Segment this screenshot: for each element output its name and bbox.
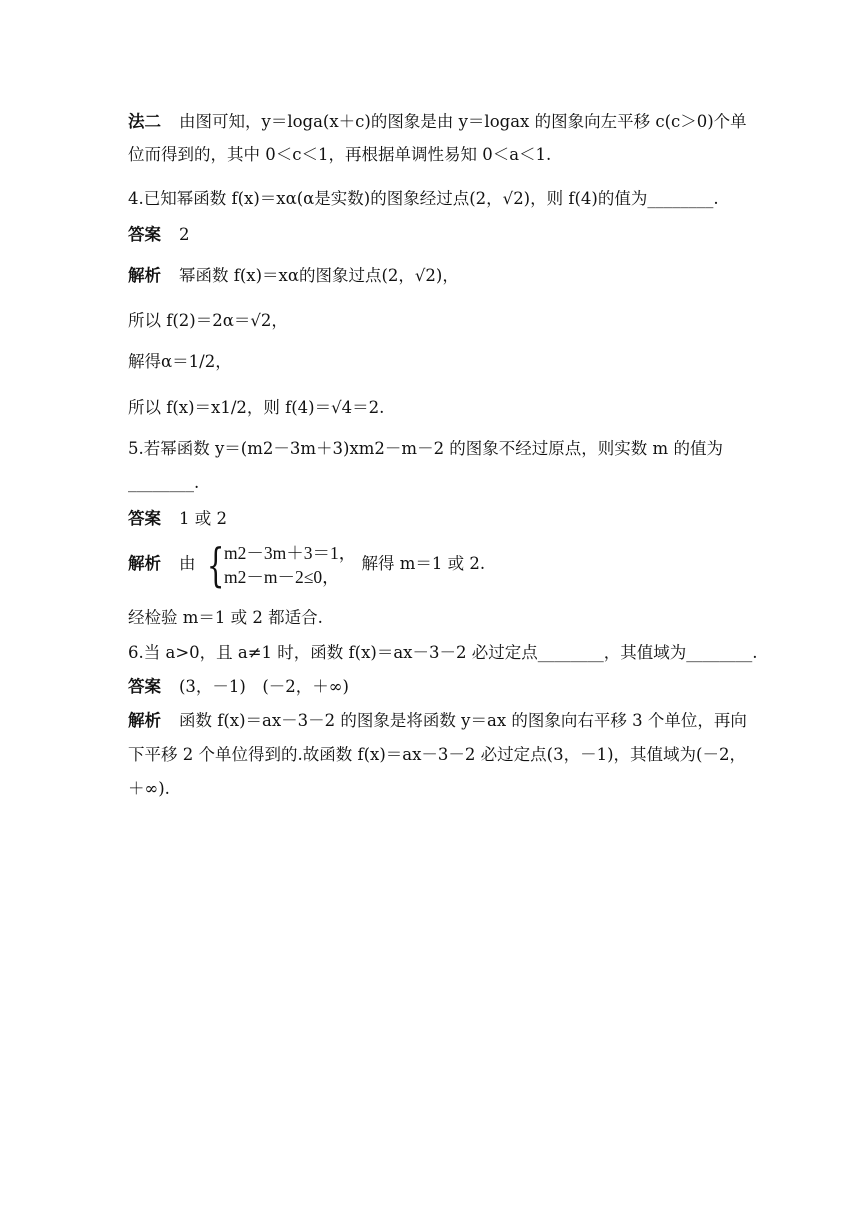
analysis-text: 函数 f(x)＝ax－3－2 的图象是将函数 y＝ax 的图象向右平移 3 个单位，再向: [179, 711, 747, 730]
answer-value: 1 或 2: [179, 509, 227, 528]
question-6: 6.当 a>0，且 a≠1 时，函数 f(x)＝ax－3－2 必过定点________，其值域为________.: [128, 643, 758, 662]
text-line: 解得α＝1/2，: [128, 352, 232, 371]
text-line: 所以 f(x)＝x1/2，则 f(4)＝√4＝2.: [128, 398, 385, 417]
answer-line: [128, 222, 190, 248]
analysis-label: 解析: [128, 711, 161, 730]
text-line: 所以 f(2)＝2α＝√2，: [128, 311, 288, 330]
answer-value: 2: [179, 225, 190, 244]
analysis-label: 解析: [128, 266, 161, 285]
answer-label: 答案: [128, 677, 161, 696]
answer-blank: ________.: [128, 473, 200, 492]
analysis-line: [128, 538, 485, 590]
inequality-row: m2－m－2≤0，: [224, 566, 340, 587]
analysis-line: [128, 263, 459, 289]
line-text: 由图可知，y＝loga(x＋c)的图象是由 y＝logax 的图象向左平移 c(c＞0)个单: [179, 112, 747, 131]
text-line: 经检验 m＝1 或 2 都适合.: [128, 608, 323, 627]
inequality-system: [224, 541, 356, 589]
text-line: ＋∞).: [128, 779, 170, 798]
answer-label: 答案: [128, 509, 161, 528]
text-line: 下平移 2 个单位得到的.故函数 f(x)＝ax－3－2 必过定点(3，－1)，其值域为(－2，: [128, 745, 746, 764]
analysis-text: 幂函数 f(x)＝xα的图象过点(2，√2)，: [179, 266, 459, 285]
text-line: [128, 109, 747, 135]
answer-value: (3，－1) (－2，＋∞): [179, 677, 349, 696]
answer-line: [128, 674, 349, 700]
analysis-result: 解得 m＝1 或 2.: [361, 554, 486, 573]
question-4: 4.已知幂函数 f(x)＝xα(α是实数)的图象经过点(2，√2)，则 f(4)的值为________.: [128, 189, 719, 208]
answer-line: [128, 506, 227, 532]
analysis-line: [128, 708, 747, 734]
answer-label: 答案: [128, 225, 161, 244]
text-line: 位而得到的，其中 0＜c＜1，再根据单调性易知 0＜a＜1.: [128, 145, 552, 164]
analysis-label: 解析: [128, 554, 161, 573]
inequality-row: m2－3m＋3＝1，: [224, 542, 357, 563]
analysis-text: 由: [179, 554, 196, 573]
left-brace: {: [206, 537, 225, 592]
method-label: 法二: [128, 112, 161, 131]
question-5: 5.若幂函数 y＝(m2－3m＋3)xm2－m－2 的图象不经过原点，则实数 m 的值为: [128, 439, 723, 458]
